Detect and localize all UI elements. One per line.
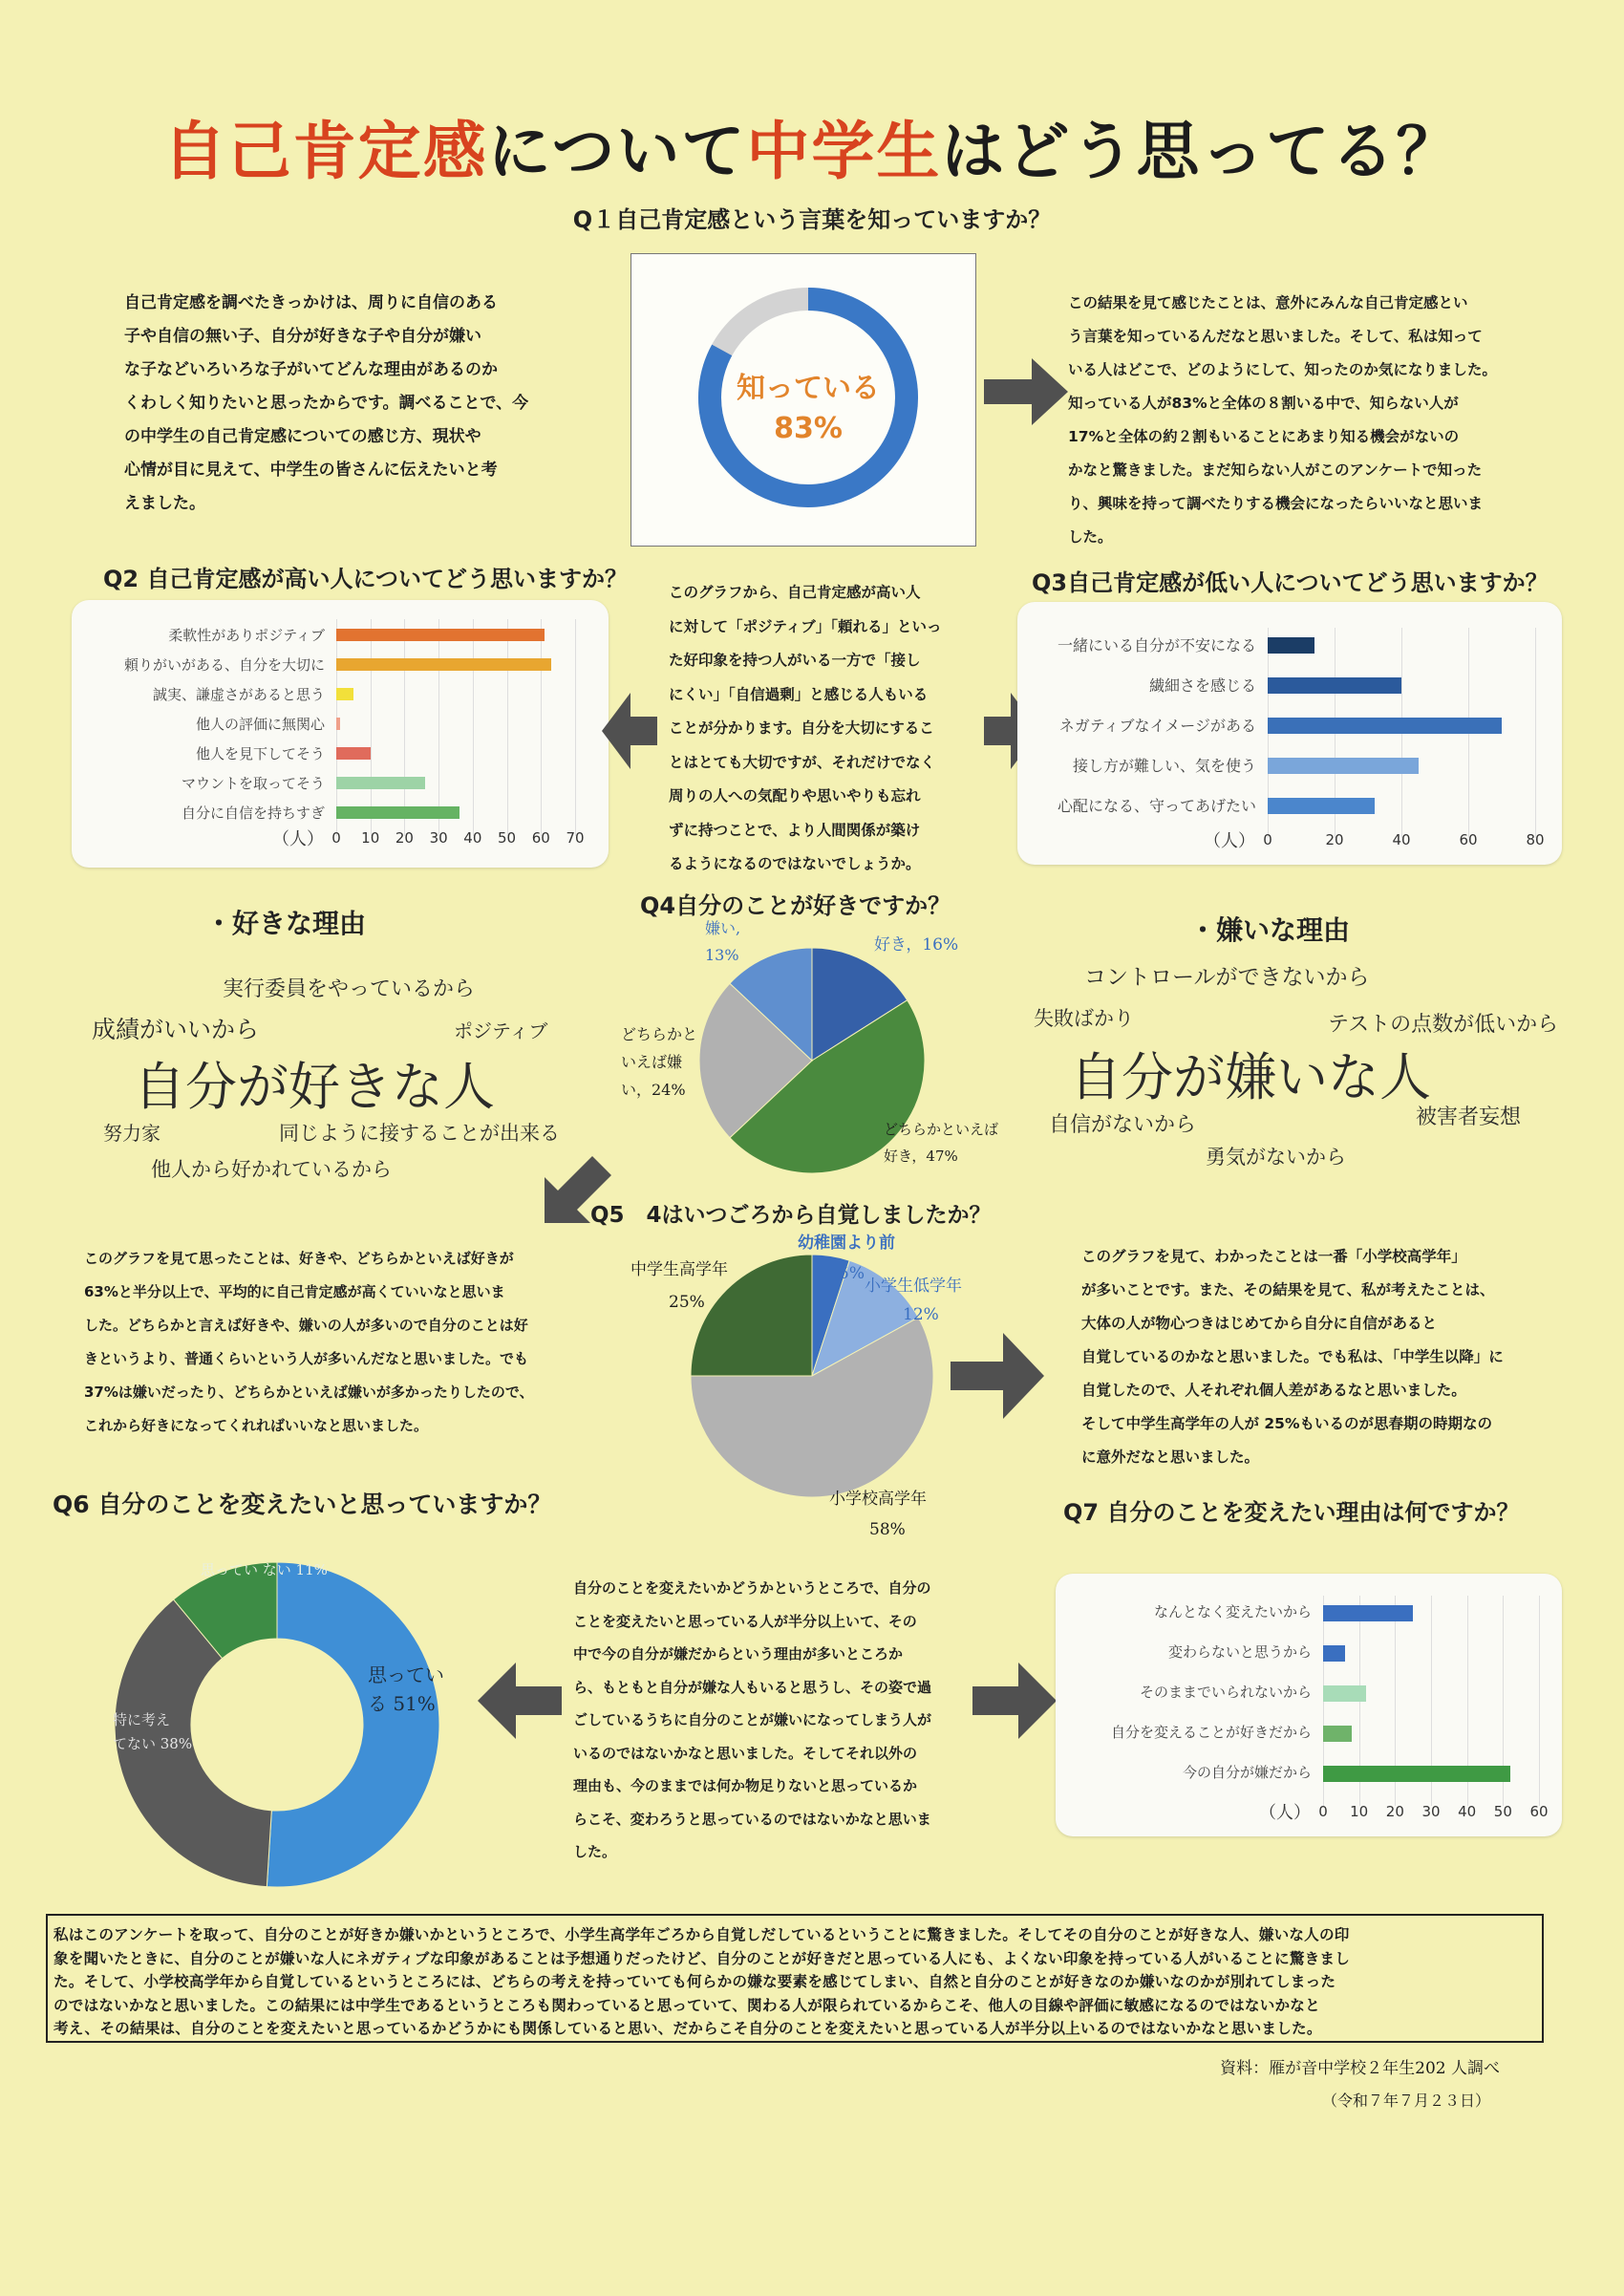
- q2-chart-tick-label: 20: [395, 829, 414, 847]
- q5-right-arrow: [951, 1333, 1046, 1419]
- q2-chart-bar: [336, 629, 545, 641]
- q2-chart-tick-label: 0: [331, 829, 341, 847]
- q6-label-yes: 思ってい る 51%: [368, 1663, 444, 1715]
- q3-bar-chart: [1017, 602, 1562, 865]
- survey-date: （令和７年７月２３日）: [1321, 2092, 1490, 2110]
- q3-chart-tick-label: 0: [1263, 831, 1272, 848]
- source-note: 資料：雁が音中学校２年生202 人調べ: [1220, 2059, 1500, 2078]
- q5-right-line: 大体の人が物心つきはじめてから自分に自信があると: [1081, 1315, 1438, 1332]
- q2-chart-tick-label: 40: [463, 829, 482, 847]
- q2-chart-gridline: [438, 619, 439, 836]
- q5-label-lower-elem-pct: 12%: [903, 1305, 939, 1324]
- q1-left-line: な子などいろいろな子がいてどんな理由があるのか: [124, 360, 498, 379]
- q1-right-line: 知っている人が83%と全体の８割いる中で、知らない人が: [1068, 395, 1459, 412]
- q7-chart-tick-label: 30: [1421, 1803, 1441, 1820]
- q7-chart-tick-label: 50: [1493, 1803, 1512, 1820]
- conclusion-line: 私はこのアンケートを取って、自分のことが好きか嫌いかというところで、小学生高学年ごろから自覚しだしているということに驚きました。そしてその自分のことが好きな人、嫌いな人の印: [53, 1926, 1350, 1943]
- q5-label-kindergarten: 幼稚園より前: [798, 1234, 895, 1253]
- q1-left-text: [124, 287, 573, 521]
- commentary-line: このグラフから、自己肯定感が高い人: [669, 584, 921, 601]
- likes-heading: ・好きな理由: [205, 908, 367, 939]
- title-part-3: 中学生: [746, 115, 942, 188]
- q7-chart-tick-label: 40: [1458, 1803, 1477, 1820]
- q3-chart-card: [1017, 602, 1562, 865]
- q3-chart-tick-label: 80: [1526, 831, 1545, 848]
- q7-chart-category-label: 今の自分が嫌だから: [1182, 1764, 1312, 1781]
- q7-chart-bar: [1323, 1645, 1345, 1662]
- q1-heading: Q１自己肯定感という言葉を知っていますか？: [572, 206, 1052, 233]
- q1-right-line: かなと驚きました。まだ知らない人がこのアンケートで知った: [1068, 461, 1483, 479]
- q2-chart-bar: [336, 688, 353, 700]
- q2-chart-category-label: 他人を見下してそう: [195, 745, 325, 762]
- commentary-line: にくい」「自信過剰」と感じる人もいる: [669, 685, 929, 703]
- q1-right-line: り、興味を持って調べたりする機会になったらいいなと思いま: [1068, 495, 1484, 512]
- commentary-line: た好印象を持つ人がいる一方で「接し: [669, 652, 921, 669]
- q2-chart-tick-label: 30: [429, 829, 448, 847]
- q7-right-arrow: [972, 1663, 1058, 1739]
- q3-chart-tick-label: 20: [1325, 831, 1344, 848]
- q7-chart-bar: [1323, 1685, 1366, 1702]
- q4-label-dislike-name: 嫌い: [705, 919, 737, 937]
- q2-chart-category-label: 自分に自信を持ちすぎ: [181, 805, 325, 822]
- q2-chart-category-label: 誠実、謙虚さがあると思う: [152, 686, 325, 703]
- q6-donut-slice: [267, 1562, 439, 1887]
- q6-commentary-line: ら、もともと自分が嫌な人もいると思うし、その姿で過: [573, 1678, 932, 1696]
- q5-left-line: 37%は嫌いだったり、どちらかといえば嫌いが多かったりしたので、: [84, 1384, 534, 1401]
- q1-left-line: 子や自信の無い子、自分が好きな子や自分が嫌い: [124, 327, 481, 346]
- q7-chart-unit-label: （人）: [1259, 1803, 1311, 1823]
- q2-bar-chart: [72, 600, 609, 868]
- commentary-line: とはとても大切ですが、それだけでなく: [669, 753, 936, 771]
- q6-label-undecided: 特に考え てない 38%: [113, 1711, 193, 1752]
- q6-commentary-line: 自分のことを変えたいかどうかというところで、自分の: [573, 1579, 931, 1597]
- dislikes-word-5: 被害者妄想: [1416, 1105, 1522, 1129]
- q2-chart-unit-label: （人）: [272, 829, 324, 849]
- q3-chart-bar: [1268, 637, 1314, 654]
- commentary-line: ずに持つことで、より人間関係が築け: [669, 821, 921, 839]
- q7-heading: Q7 自分のことを変えたい理由は何ですか？: [1063, 1499, 1520, 1526]
- likes-center-word: 自分が好きな人: [134, 1057, 495, 1117]
- q3-chart-bar: [1268, 718, 1502, 734]
- q5-right-line: このグラフを見て、わかったことは一番「小学校高学年」: [1081, 1248, 1466, 1265]
- title-part-4: はどう思ってる？: [941, 115, 1462, 188]
- q7-chart-card: [1056, 1574, 1562, 1836]
- title-part-1: 自己肯定感: [162, 115, 488, 188]
- q2-chart-tick-label: 50: [498, 829, 517, 847]
- q7-chart-bar: [1323, 1726, 1352, 1742]
- q5-label-kindergarten-pct: 5%: [839, 1264, 865, 1283]
- q2-chart-tick-label: 70: [566, 829, 585, 847]
- q2-chart-bar: [336, 718, 340, 730]
- left-arrow-q2: [602, 693, 659, 769]
- q7-chart-bar: [1323, 1605, 1413, 1621]
- q1-left-line: 自己肯定感を調べたきっかけは、周りに自信のある: [124, 293, 498, 312]
- q3-chart-tick-label: 40: [1392, 831, 1411, 848]
- q1-left-line: の中学生の自己肯定感についての感じ方、現状や: [124, 427, 481, 446]
- conclusion-box: [46, 1914, 1544, 2043]
- q3-chart-category-label: 繊細さを感じる: [1148, 676, 1256, 695]
- q3-chart-category-label: 心配になる、守ってあげたい: [1057, 797, 1256, 815]
- q7-chart-tick-label: 20: [1385, 1803, 1404, 1820]
- q1-right-text: [1068, 287, 1546, 554]
- q2-chart-category-label: 柔軟性がありポジティブ: [168, 627, 325, 644]
- commentary-line: ことが分かります。自分を大切にするこ: [669, 719, 934, 737]
- commentary-line: に対して「ポジティブ」「頼れる」といっ: [669, 617, 942, 635]
- q2-chart-gridline: [541, 619, 542, 836]
- q5-label-upper-elem: 小学校高学年: [829, 1490, 927, 1509]
- q7-chart-category-label: 変わらないと思うから: [1167, 1643, 1312, 1661]
- q5-right-line: 自覚しているのかなと思いました。でも私は、「中学生以降」に: [1081, 1348, 1504, 1365]
- q2-chart-card: [72, 600, 609, 868]
- q3-chart-tick-label: 60: [1459, 831, 1478, 848]
- q7-chart-tick-label: 60: [1529, 1803, 1549, 1820]
- q5-left-line: このグラフを見て思ったことは、好きや、どちらかといえば好きが: [84, 1250, 514, 1267]
- q7-chart-bar: [1323, 1766, 1510, 1782]
- q3-chart-gridline: [1535, 628, 1536, 838]
- q2-heading: Q2 自己肯定感が高い人についてどう思いますか？: [103, 566, 628, 592]
- q3-chart-category-label: ネガティブなイメージがある: [1058, 717, 1256, 735]
- q3-chart-category-label: 接し方が難しい、気を使う: [1072, 757, 1256, 775]
- q7-chart-tick-label: 10: [1350, 1803, 1369, 1820]
- q2-chart-bar: [336, 658, 551, 671]
- q7-chart-gridline: [1539, 1596, 1540, 1806]
- q6-commentary-line: ことを変えたいと思っている人が半分以上いて、その: [573, 1612, 917, 1630]
- q3-chart-bar: [1268, 758, 1419, 774]
- q6-commentary-line: らこそ、変わろうと思っているのではないかなと思いま: [573, 1810, 931, 1828]
- dislikes-heading: ・嫌いな理由: [1189, 914, 1351, 946]
- dislikes-word-6: 勇気がないから: [1206, 1146, 1346, 1169]
- q7-chart-category-label: なんとなく変えたいから: [1153, 1603, 1312, 1620]
- likes-word-6: 他人から好かれているから: [151, 1158, 392, 1181]
- q2-chart-bar: [336, 747, 371, 760]
- q6-heading: Q6 自分のことを変えたいと思っていますか？: [53, 1491, 552, 1518]
- likes-word-4: 努力家: [103, 1122, 160, 1145]
- dislikes-word-4: 自信がないから: [1049, 1113, 1197, 1137]
- q2-chart-gridline: [473, 619, 474, 836]
- q6-label-no: 思ってい ない 11%: [201, 1561, 328, 1578]
- q7-bar-chart: [1056, 1574, 1562, 1836]
- q2-chart-category-label: マウントを取ってそう: [181, 775, 325, 792]
- q2-chart-category-label: 頼りがいがある、自分を大切に: [123, 656, 325, 674]
- page-title: [0, 100, 1624, 191]
- q2-chart-bar: [336, 777, 425, 789]
- q1-right-line: この結果を見て感じたことは、意外にみんな自己肯定感とい: [1068, 294, 1468, 311]
- q2-chart-gridline: [507, 619, 508, 836]
- q4-label-somewhat-like: どちらかといえば好き，47%: [884, 1121, 999, 1165]
- q6-left-arrow: [478, 1663, 564, 1739]
- q1-right-line: した。: [1068, 528, 1113, 546]
- q1-left-line: 心情が目に見えて、中学生の皆さんに伝えたいと考: [124, 461, 498, 480]
- likes-word-1: 実行委員をやっているから: [223, 977, 476, 1001]
- q5-label-lower-elem: 小学生低学年: [865, 1277, 962, 1296]
- q2-chart-tick-label: 10: [361, 829, 380, 847]
- q4-heading: Q4自分のことが好きですか？: [640, 892, 951, 919]
- conclusion-line: のではないかなと思いました。この結果には中学生であるというところも関わっていると思っていて、関わる人が限られているからこそ、他人の目線や評価に敏感になるのではないかなと: [53, 1996, 1320, 2014]
- conclusion-line: 象を聞いたときに、自分のことが嫌いな人にネガティブな印象があることは予想通りだったけど、自分のことが好きだと思っている人にも、よくない印象を持っている人がいることに驚きまし: [53, 1949, 1351, 1967]
- title-part-2: について: [487, 115, 747, 188]
- q1-left-line: えました。: [124, 494, 205, 513]
- q2-chart-gridline: [404, 619, 405, 836]
- q5-left-line: きというより、普通くらいという人が多いんだなと思いました。でも: [84, 1350, 529, 1367]
- q4-label-somewhat-dislike: どちらかといえば嫌い，24%: [621, 1025, 698, 1099]
- q5-right-line: に意外だなと思いました。: [1081, 1448, 1260, 1466]
- q6-commentary-line: 中で今の自分が嫌だからという理由が多いところか: [573, 1645, 904, 1663]
- q6-commentary-line: ごしているうちに自分のことが嫌いになってしまう人が: [573, 1711, 932, 1728]
- q2-q3-commentary: [669, 576, 955, 882]
- q6-commentary-line: した。: [573, 1843, 617, 1860]
- conclusion-line: 考え、その結果は、自分のことを変えたいと思っているかどうかにも関係していると思い、だからこそ自分のことを変えたいと思っている人が半分以上いるのではないかなと思いました。: [53, 2020, 1322, 2037]
- q2-chart-gridline: [575, 619, 576, 836]
- q5-right-line: そして中学生高学年の人が 25%もいるのが思春期の時期なの: [1081, 1415, 1492, 1432]
- q2-chart-tick-label: 60: [531, 829, 550, 847]
- q5-left-line: した。どちらかと言えば好きや、嫌いの人が多いので自分のことは好: [84, 1317, 528, 1334]
- dislikes-center-word: 自分が嫌いな人: [1070, 1047, 1431, 1107]
- likes-word-2: 成績がいいから: [92, 1016, 260, 1043]
- q6-commentary: [573, 1572, 974, 1869]
- q1-center-label: 知っている: [737, 372, 880, 405]
- commentary-line: 周りの人への気配りや思いやりも忘れ: [669, 787, 921, 805]
- q5-right-line: が多いことです。また、その結果を見て、私が考えたことは、: [1081, 1281, 1495, 1298]
- q7-chart-category-label: そのままでいられないから: [1139, 1684, 1312, 1701]
- q3-chart-bar: [1268, 798, 1375, 814]
- q3-chart-unit-label: （人）: [1204, 831, 1255, 851]
- q3-chart-category-label: 一緒にいる自分が不安になる: [1057, 636, 1256, 654]
- q3-heading: Q3自己肯定感が低い人についてどう思いますか？: [1032, 569, 1549, 596]
- q1-right-line: 17%と全体の約２割もいることにあまり知る機会がないの: [1068, 428, 1460, 445]
- q1-left-line: くわしく知りたいと思ったからです。調べることで、今: [124, 394, 529, 413]
- q5-label-junior-high-pct: 25%: [669, 1293, 705, 1312]
- q6-commentary-line: いるのではないかなと思いました。そしてそれ以外の: [573, 1744, 918, 1762]
- q5-label-junior-high: 中学生高学年: [630, 1260, 728, 1279]
- q5-left-line: これから好きになってくれればいいなと思いました。: [84, 1417, 429, 1434]
- q5-label-upper-elem-pct: 58%: [869, 1520, 906, 1539]
- q7-chart-tick-label: 0: [1318, 1803, 1328, 1820]
- q4-label-dislike: 嫌い, 13%: [705, 919, 741, 964]
- dislikes-word-2: 失敗ばかり: [1034, 1007, 1134, 1030]
- conclusion-line: た。そして、小学校高学年から自覚しているというところには、どちらの考えを持っていても何らかの嫌な要素を感じてしまい、自然と自分のことが好きなのか嫌いなのかが別れてしまった: [53, 1973, 1336, 1990]
- q2-chart-category-label: 他人の評価に無関心: [195, 716, 325, 733]
- q1-chart-frame: [630, 253, 976, 547]
- q4-label-like: 好き，16%: [874, 935, 959, 955]
- q1-right-line: いる人はどこで、どのようにして、知ったのか気になりました。: [1068, 361, 1497, 378]
- q1-right-arrow: [984, 358, 1070, 425]
- q3-chart-bar: [1268, 677, 1401, 694]
- dislikes-word-3: テストの点数が低いから: [1328, 1013, 1559, 1037]
- likes-word-5: 同じように接することが出来る: [279, 1122, 560, 1145]
- q5-left-line: 63%と半分以上で、平均的に自己肯定感が高くていいなと思いま: [84, 1283, 505, 1300]
- q2-chart-bar: [336, 806, 459, 819]
- q5-left-text: [84, 1242, 581, 1443]
- q5-heading: Q5 4はいつごろから自覚しましたか？: [590, 1203, 992, 1228]
- commentary-line: るようになるのではないでしょうか。: [669, 855, 921, 872]
- q6-commentary-line: 理由も、今のままでは何か物足りないと思っているか: [573, 1777, 918, 1794]
- q5-right-text: [1081, 1240, 1578, 1474]
- q5-right-line: 自覚したので、人それぞれ個人差があるなと思いました。: [1081, 1382, 1466, 1399]
- q7-chart-category-label: 自分を変えることが好きだから: [1110, 1724, 1312, 1741]
- q1-percent-label: 83%: [774, 412, 843, 445]
- likes-word-3: ポジティブ: [454, 1019, 548, 1042]
- q1-right-line: う言葉を知っているんだなと思いました。そして、私は知って: [1068, 328, 1483, 345]
- dislikes-word-1: コントロールができないから: [1084, 965, 1370, 990]
- q2-chart-gridline: [371, 619, 372, 836]
